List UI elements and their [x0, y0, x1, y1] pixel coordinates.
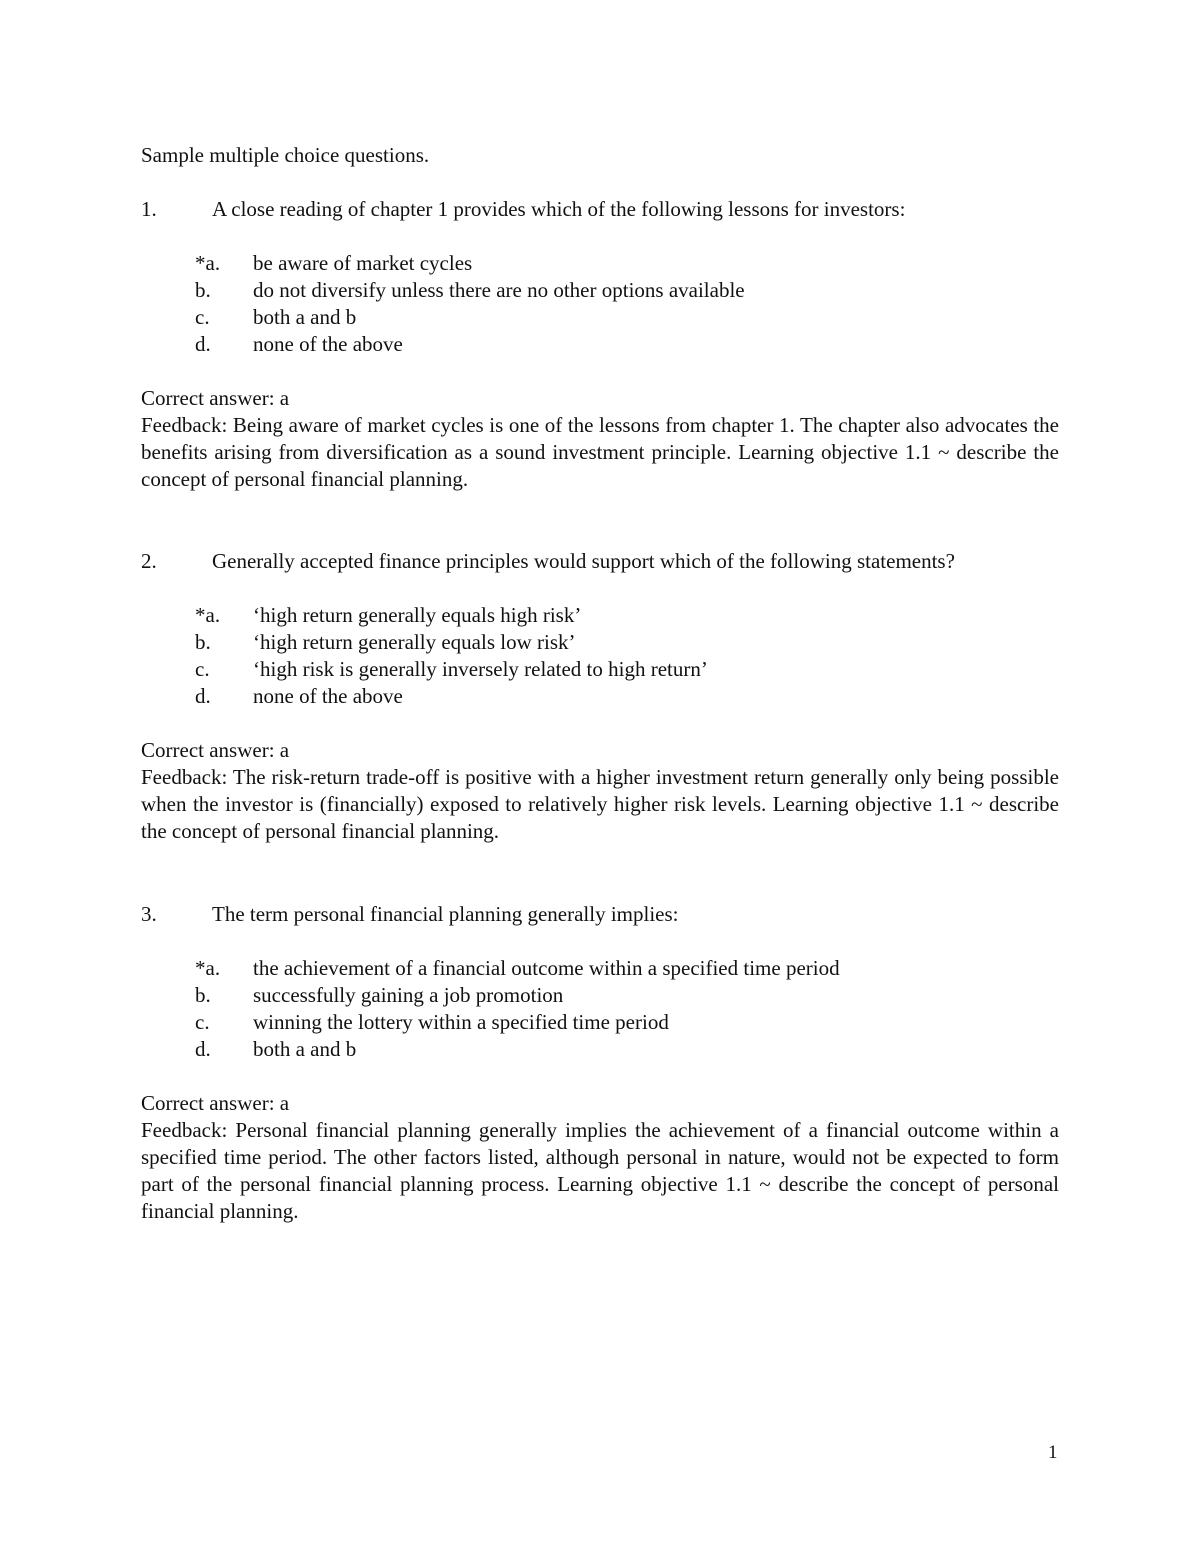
answer-options — [141, 602, 1059, 710]
feedback-paragraph: Feedback: The risk-return trade-off is positive with a higher investment return generally only being possible when the investor is (financially) exposed to relatively higher risk levels. Learning objective 1.1 ~ describe the concept of personal financial planning. — [141, 765, 1059, 843]
option-a — [141, 250, 1059, 277]
option-a — [141, 602, 1059, 629]
feedback-paragraph: Feedback: Being aware of market cycles is one of the lessons from chapter 1. The chapter also advocates the benefits arising from diversification as a sound investment principle. Learning objective 1.1 ~ describe the concept of personal financial planning. — [141, 413, 1059, 491]
option-letter: d. — [195, 684, 211, 708]
answer-block — [141, 1090, 1059, 1225]
page-number: 1 — [1048, 1442, 1058, 1463]
answer-block — [141, 737, 1059, 845]
feedback-paragraph: Feedback: Personal financial planning generally implies the achievement of a financial outcome within a specified time period. The other factors listed, although personal in nature, would not be expected to form part of the personal financial planning process. Learning objective 1.1 ~ describe the concept of personal financial planning. — [141, 1118, 1059, 1223]
option-letter: b. — [195, 630, 211, 654]
option-letter: b. — [195, 983, 211, 1007]
option-letter: c. — [195, 305, 210, 329]
question-number: 3. — [141, 902, 157, 926]
option-text: the achievement of a financial outcome within a specified time period — [253, 956, 840, 980]
option-text: winning the lottery within a specified time period — [253, 1010, 669, 1034]
option-text: none of the above — [253, 684, 403, 708]
option-letter: c. — [195, 1010, 210, 1034]
option-letter: d. — [195, 1037, 211, 1061]
option-c — [141, 304, 1059, 331]
option-letter: *a. — [195, 251, 221, 275]
option-letter: c. — [195, 657, 210, 681]
option-c — [141, 1009, 1059, 1036]
option-b — [141, 277, 1059, 304]
option-b — [141, 629, 1059, 656]
option-letter: d. — [195, 332, 211, 356]
option-text: successfully gaining a job promotion — [253, 983, 564, 1007]
question-stem — [141, 196, 1059, 223]
question-text: Generally accepted finance principles would support which of the following statements? — [212, 549, 955, 573]
answer-options — [141, 955, 1059, 1063]
answer-block — [141, 385, 1059, 493]
option-letter: *a. — [195, 603, 221, 627]
option-d — [141, 331, 1059, 358]
option-c — [141, 656, 1059, 683]
option-text: do not diversify unless there are no other options available — [253, 278, 745, 302]
option-d — [141, 1036, 1059, 1063]
question-3 — [141, 901, 1059, 1225]
question-1 — [141, 196, 1059, 493]
option-text: ‘high return generally equals low risk’ — [253, 630, 576, 654]
option-text: none of the above — [253, 332, 403, 356]
question-number: 1. — [141, 197, 157, 221]
correct-answer: Correct answer: a — [141, 738, 290, 762]
question-2 — [141, 548, 1059, 845]
question-text: A close reading of chapter 1 provides which of the following lessons for investors: — [212, 197, 906, 221]
option-letter: *a. — [195, 956, 221, 980]
option-text: be aware of market cycles — [253, 251, 473, 275]
option-b — [141, 982, 1059, 1009]
question-stem — [141, 901, 1059, 928]
option-text: ‘high return generally equals high risk’ — [253, 603, 582, 627]
option-text: ‘high risk is generally inversely related to high return’ — [253, 657, 708, 681]
option-text: both a and b — [253, 1037, 357, 1061]
document-heading: Sample multiple choice questions. — [141, 143, 430, 167]
question-stem — [141, 548, 1059, 575]
option-d — [141, 683, 1059, 710]
option-a — [141, 955, 1059, 982]
question-text: The term personal financial planning generally implies: — [212, 902, 679, 926]
question-number: 2. — [141, 549, 157, 573]
correct-answer: Correct answer: a — [141, 1091, 290, 1115]
option-text: both a and b — [253, 305, 357, 329]
correct-answer: Correct answer: a — [141, 386, 290, 410]
option-letter: b. — [195, 278, 211, 302]
answer-options — [141, 250, 1059, 358]
